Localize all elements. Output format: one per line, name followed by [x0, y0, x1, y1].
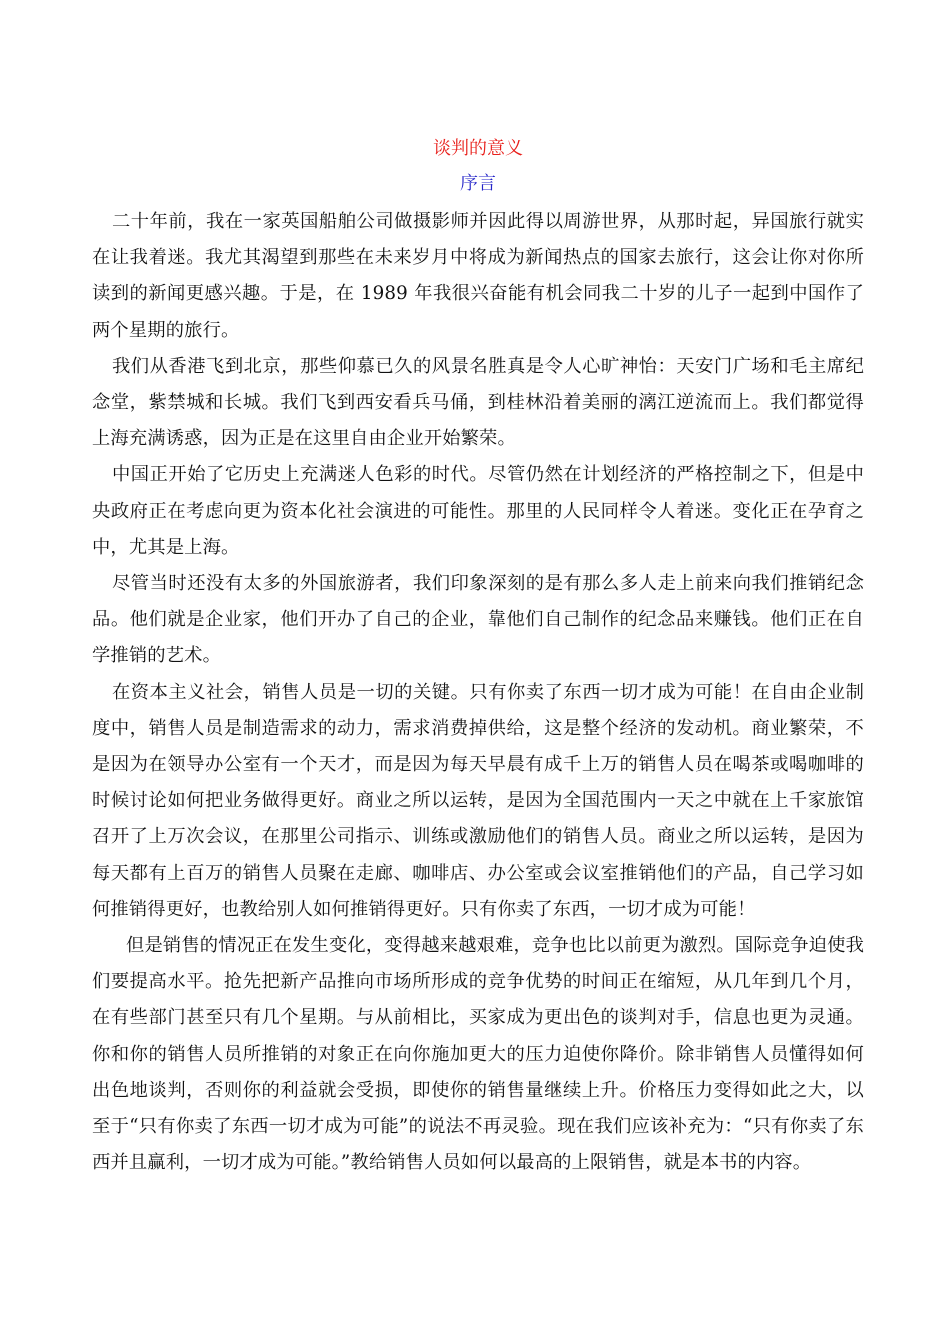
paragraph: 二十年前，我在一家英国船舶公司做摄影师并因此得以周游世界，从那时起，异国旅行就实在让我着迷。我尤其渴望到那些在未来岁月中将成为新闻热点的国家去旅行，这会让你对你所读到的新闻更感兴趣。于是，在 1989 年我很兴奋能有机会同我二十岁的儿子一起到中国作了两个星期的旅行。 [92, 211, 864, 341]
document-title: 谈判的意义 [433, 138, 523, 159]
document-content [92, 134, 864, 1181]
paragraph: 中国正开始了它历史上充满迷人色彩的时代。尽管仍然在计划经济的严格控制之下，但是中央政府正在考虑向更为资本化社会演进的可能性。那里的人民同样令人着迷。变化正在孕育之中，尤其是上海。 [92, 464, 864, 558]
document-subtitle: 序言 [460, 173, 496, 194]
paragraph: 但是销售的情况正在发生变化，变得越来越艰难，竞争也比以前更为激烈。国际竞争迫使我们要提高水平。抢先把新产品推向市场所形成的竞争优势的时间正在缩短，从几年到几个月，在有些部门甚至只有几个星期。与从前相比，买家成为更出色的谈判对手，信息也更为灵通。你和你的销售人员所推销的对象正在向你施加更大的压力迫使你降价。除非销售人员懂得如何出色地谈判，否则你的利益就会受损，即使你的销售量继续上升。价格压力变得如此之大，以至于“只有你卖了东西一切才成为可能”的说法不再灵验。现在我们应该补充为：“只有你卖了东西并且赢利，一切才成为可能。”教给销售人员如何以最高的上限销售，就是本书的内容。 [92, 935, 864, 1174]
paragraph: 尽管当时还没有太多的外国旅游者，我们印象深刻的是有那么多人走上前来向我们推销纪念品。他们就是企业家，他们开办了自己的企业，靠他们自己制作的纪念品来赚钱。他们正在自学推销的艺术。 [92, 573, 864, 667]
paragraph: 在资本主义社会，销售人员是一切的关键。只有你卖了东西一切才成为可能！在自由企业制度中，销售人员是制造需求的动力，需求消费掉供给，这是整个经济的发动机。商业繁荣，不是因为在领导办公室有一个天才，而是因为每天早晨有成千上万的销售人员在喝茶或喝咖啡的时候讨论如何把业务做得更好。商业之所以运转，是因为全国范围内一天之中就在上千家旅馆召开了上万次会议，在那里公司指示、训练或激励他们的销售人员。商业之所以运转，是因为每天都有上百万的销售人员聚在走廊、咖啡店、办公室或会议室推销他们的产品，自己学习如何推销得更好，也教给别人如何推销得更好。只有你卖了东西，一切才成为可能！ [92, 681, 864, 920]
paragraph: 我们从香港飞到北京，那些仰慕已久的风景名胜真是令人心旷神怡：天安门广场和毛主席纪念堂，紫禁城和长城。我们飞到西安看兵马俑，到桂林沿着美丽的漓江逆流而上。我们都觉得上海充满诱惑，因为正是在这里自由企业开始繁荣。 [92, 355, 864, 450]
